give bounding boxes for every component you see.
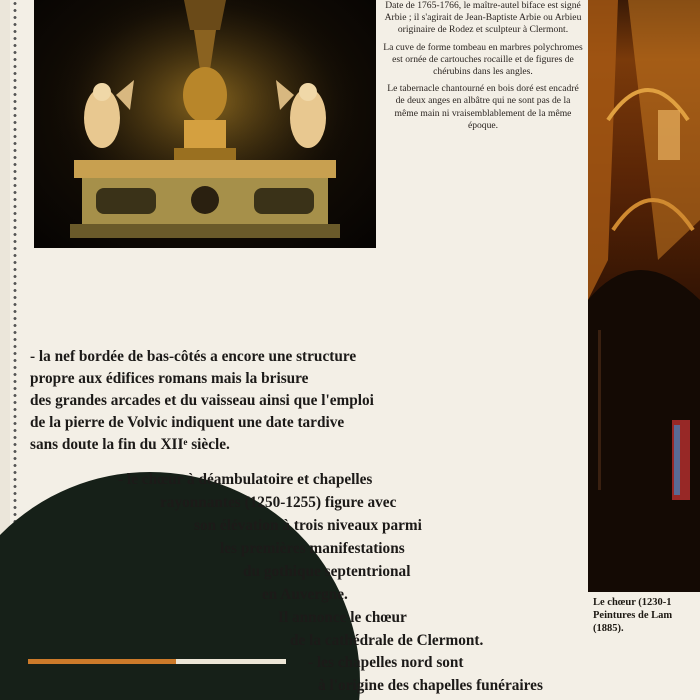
caption-line: Le chœur (1230-1 (593, 597, 672, 608)
paragraph-line: - la nef bordée de bas-côtés a encore une structure (30, 348, 357, 365)
paragraph-line: propre aux édifices romans mais la brisure (30, 370, 309, 387)
caption-line: Peintures de Lam (593, 610, 673, 621)
paragraph-line: les premières manifestations (220, 540, 405, 557)
paragraph-line: son élévation à trois niveaux parmi (194, 517, 422, 534)
paragraph-line: en Auvergne. (262, 586, 348, 603)
paragraph-line: sans doute la fin du XIIᵉ siècle. (30, 436, 230, 453)
paragraph-line: - les chapelles nord sont (308, 654, 464, 671)
altar-description-p1: Date de 1765-1766, le maître-autel biface est signé Arbie ; il s'agirait de Jean-Baptiste Arbie ou Arbieu originaire de Rodez et sculpteur à Clermont. (384, 0, 582, 36)
altar-photo (34, 0, 376, 248)
nave-paragraph (30, 346, 374, 456)
caption-line: (1885). (593, 623, 624, 634)
altar-description (383, 0, 583, 137)
paragraph-line: de la pierre de Volvic indiquent une date tardive (30, 414, 345, 431)
decorative-orange-stripe (28, 659, 176, 664)
photo-caption (593, 596, 700, 635)
decorative-light-stripe (176, 659, 286, 664)
paragraph-line: rayonnantes (1250-1255) figure avec (160, 494, 397, 511)
paragraph-line: des grandes arcades et du vaisseau ainsi que l'emploi (30, 392, 374, 409)
paragraph-line: Il annonce le chœur (278, 609, 407, 626)
choir-photo (588, 0, 700, 592)
paragraph-line: du gothique septentrional (243, 563, 411, 580)
paragraph-line: - le chœur à déambulatoire et chapelles (118, 471, 373, 488)
altar-description-p3: Le tabernacle chantourné en bois doré est encadré de deux anges en albâtre qui ne sont pas de la même main ni vraisemblablement de la même époque. (387, 83, 579, 131)
paragraph-line: à l'origine des chapelles funéraires (318, 677, 543, 694)
altar-description-p2: La cuve de forme tombeau en marbres polychromes est ornée de cartouches rocaille et de figures de chérubins dans les angles. (383, 41, 583, 78)
paragraph-line: de la cathédrale de Clermont. (290, 632, 484, 649)
